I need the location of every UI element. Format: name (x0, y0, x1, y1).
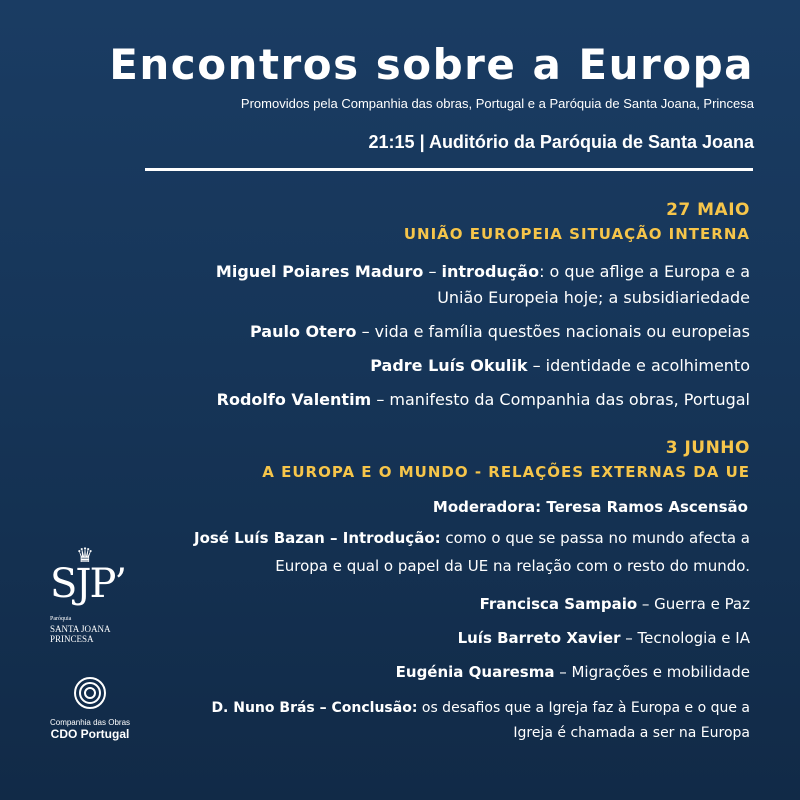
cdo-logo: Companhia das Obras CDO Portugal (45, 676, 135, 741)
speaker-item: Luís Barreto Xavier – Tecnologia e IA (457, 629, 750, 647)
session-day2 (262, 436, 750, 484)
page-subtitle: Promovidos pela Companhia das obras, Portugal e a Paróquia de Santa Joana, Princesa (240, 96, 754, 111)
event-time-location: 21:15 | Auditório da Paróquia de Santa Joana (368, 132, 754, 152)
divider (145, 168, 753, 171)
speaker-item: Paulo Otero – vida e família questões nacionais ou europeias (249, 322, 750, 341)
session-day1 (404, 198, 750, 246)
speaker-item: D. Nuno Brás – Conclusão: os desafios que a Igreja faz à Europa e o que a Igreja é chamada a ser na Europa (211, 700, 750, 741)
page-title: Encontros sobre a Europa (109, 40, 754, 89)
spiral-icon (73, 676, 107, 710)
session-date: 27 MAIO (666, 200, 750, 220)
speaker-item: Rodolfo Valentim – manifesto da Companhia das obras, Portugal (216, 390, 750, 409)
speaker-item: Padre Luís Okulik – identidade e acolhimento (370, 356, 750, 375)
speaker-item: Miguel Poiares Maduro – introdução: o que aflige a Europa e a União Europeia hoje; a subsidiariedade (215, 262, 750, 307)
session-title: UNIÃO EUROPEIA SITUAÇÃO INTERNA (403, 225, 750, 243)
speaker-item: Francisca Sampaio – Guerra e Paz (479, 595, 750, 613)
speaker-item: José Luís Bazan – Introdução: como o que se passa no mundo afecta a Europa e qual o papel da UE na relação com o resto do mundo. (193, 529, 750, 575)
moderator: Moderadora: Teresa Ramos Ascensão (432, 498, 748, 516)
sjp-logo: ♛ SJP’ Paróquia SANTA JOANA PRINCESA (50, 548, 140, 644)
speaker-item: Eugénia Quaresma – Migrações e mobilidade (395, 663, 750, 681)
crown-icon: ♛ (76, 543, 94, 567)
session-title: A EUROPA E O MUNDO - RELAÇÕES EXTERNAS DA UE (262, 463, 750, 481)
session-date: 3 JUNHO (665, 438, 750, 458)
